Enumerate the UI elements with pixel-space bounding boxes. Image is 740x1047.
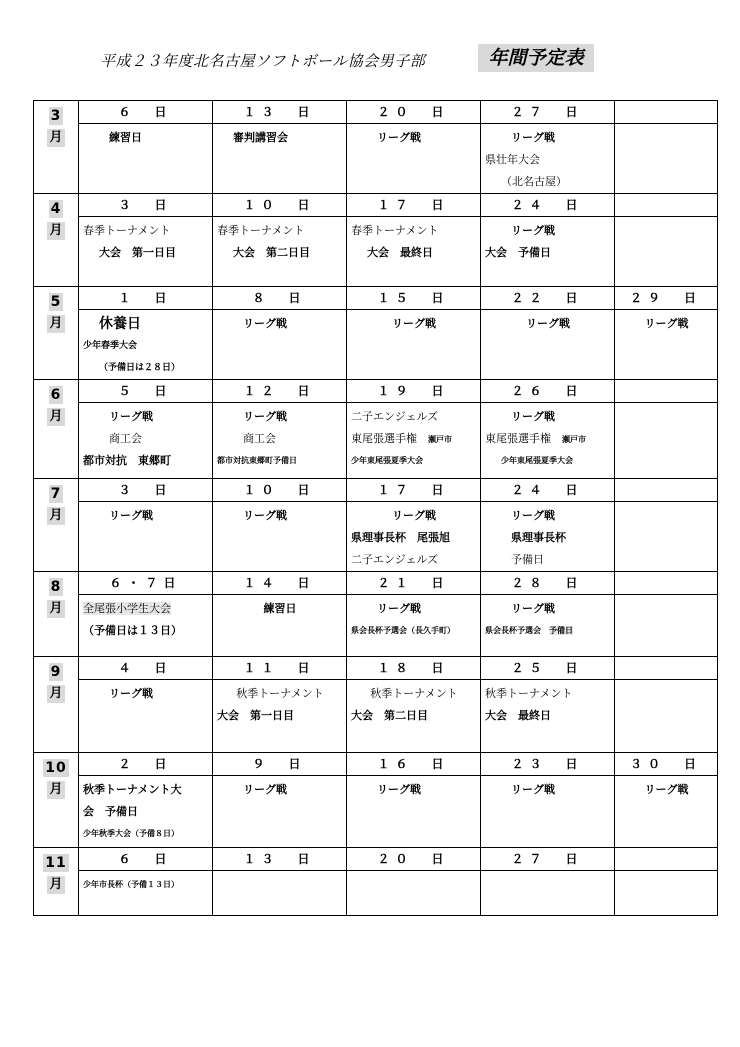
date-cell [615, 194, 718, 217]
date-row-september [34, 657, 718, 680]
event-cell [615, 124, 718, 194]
event-line: 二子エンジェルズ [351, 553, 439, 566]
event-row-may [34, 310, 718, 380]
event-line: 商工会 [109, 432, 142, 445]
event-line: リーグ戦 [644, 317, 689, 330]
event-row-july [34, 502, 718, 572]
schedule-table [33, 100, 718, 916]
event-line: リーグ戦 [526, 317, 570, 330]
event-line: 審判講習会 [233, 131, 288, 144]
date-cell [615, 657, 718, 680]
event-line: リーグ戦 [109, 410, 153, 423]
date-cell: ２７ 日 [481, 848, 615, 871]
event-row-april [34, 217, 718, 287]
month-cell [34, 572, 79, 657]
date-cell: ２０ 日 [347, 101, 481, 124]
date-cell: １０ 日 [213, 194, 347, 217]
event-line: リーグ戦 [377, 602, 421, 615]
event-row-november [34, 871, 718, 916]
date-row-april [34, 194, 718, 217]
event-cell [481, 502, 615, 572]
event-line: 少年市長杯（予備１３日） [83, 880, 179, 889]
event-line [485, 428, 611, 450]
month-number: 4 [50, 201, 62, 217]
event-line: 少年東尾張夏季大会 [501, 456, 573, 465]
month-kanji: 月 [49, 409, 63, 424]
event-line: リーグ戦 [243, 410, 287, 423]
event-line: 予備日 [511, 553, 544, 566]
event-cell [481, 595, 615, 657]
month-cell [34, 101, 79, 194]
event-line: リーグ戦 [243, 317, 287, 330]
event-cell [213, 871, 347, 916]
month-number: 10 [45, 760, 67, 776]
event-highlight: 全尾張小学生大会 [83, 602, 171, 615]
event-cell [615, 871, 718, 916]
date-row-november [34, 848, 718, 871]
event-text: 県会長杯予選会 [485, 626, 541, 635]
event-line: 県壮年大会 [485, 153, 540, 166]
event-line: リーグ戦 [511, 602, 555, 615]
event-line [351, 428, 477, 450]
event-row-september [34, 680, 718, 753]
event-line: リーグ戦 [511, 783, 555, 796]
event-row-october [34, 776, 718, 848]
month-kanji: 月 [49, 508, 63, 523]
event-cell [347, 595, 481, 657]
event-text: 東尾張選手権 [485, 432, 551, 445]
date-cell: ２３ 日 [481, 753, 615, 776]
event-line: 県理事長杯 尾張旭 [351, 531, 450, 544]
event-cell [615, 776, 718, 848]
month-number: 11 [45, 855, 67, 871]
event-line: 少年秋季大会（予備８日） [83, 829, 179, 838]
date-cell: ３ 日 [79, 194, 213, 217]
event-cell [481, 217, 615, 287]
event-cell [79, 403, 213, 479]
event-cell [615, 595, 718, 657]
event-cell [481, 124, 615, 194]
event-cell [79, 217, 213, 287]
event-cell [347, 217, 481, 287]
event-line: 秋季トーナメント [236, 687, 324, 700]
event-line: 春季トーナメント [83, 224, 171, 237]
event-cell [347, 680, 481, 753]
event-cell [213, 217, 347, 287]
month-cell [34, 194, 79, 287]
event-cell [213, 310, 347, 380]
event-line: 大会 第二日目 [233, 246, 310, 259]
date-cell [615, 380, 718, 403]
event-line: 練習日 [263, 602, 297, 615]
event-line: リーグ戦 [109, 509, 153, 522]
month-kanji: 月 [49, 223, 63, 238]
date-cell: ６ 日 [79, 848, 213, 871]
event-line: 練習日 [109, 131, 142, 144]
month-number: 8 [50, 579, 62, 595]
month-cell [34, 287, 79, 380]
date-cell: １３ 日 [213, 101, 347, 124]
event-cell [615, 217, 718, 287]
date-cell: ２０ 日 [347, 848, 481, 871]
event-line: 大会 第二日目 [351, 709, 428, 722]
title-badge: 年間予定表 [478, 44, 594, 72]
event-line: リーグ戦 [243, 509, 287, 522]
month-kanji: 月 [49, 130, 63, 145]
event-line: リーグ戦 [392, 509, 436, 522]
event-line: リーグ戦 [109, 687, 153, 700]
event-line: 大会 第一日目 [99, 246, 176, 259]
event-line: （予備日は１３日） [83, 624, 182, 637]
event-line: 都市対抗東郷町予備日 [217, 456, 297, 465]
month-kanji: 月 [49, 316, 63, 331]
event-line: 商工会 [243, 432, 276, 445]
event-cell [481, 310, 615, 380]
event-cell [481, 403, 615, 479]
event-cell [79, 595, 213, 657]
event-line: 秋季トーナメント [485, 687, 573, 700]
event-cell [481, 776, 615, 848]
month-cell [34, 848, 79, 916]
event-line: リーグ戦 [243, 783, 287, 796]
event-line: 春季トーナメント [217, 224, 305, 237]
month-number: 3 [50, 108, 62, 124]
date-cell [615, 101, 718, 124]
event-highlight: 予備日 [549, 626, 573, 635]
event-cell [79, 871, 213, 916]
event-line: 秋季トーナメント [370, 687, 458, 700]
date-cell: ３０ 日 [615, 753, 718, 776]
title-main: 平成２３年度北名古屋ソフトボール協会男子部 [100, 52, 426, 70]
month-cell [34, 479, 79, 572]
event-cell [79, 124, 213, 194]
event-line: リーグ戦 [644, 783, 689, 796]
date-cell: ２７ 日 [481, 101, 615, 124]
event-cell [213, 502, 347, 572]
date-cell: ６・７日 [79, 572, 213, 595]
event-cell [615, 403, 718, 479]
date-cell: １４ 日 [213, 572, 347, 595]
date-cell: ２６ 日 [481, 380, 615, 403]
event-text: 東尾張選手権 [351, 432, 417, 445]
event-venue: 瀬戸市 [428, 435, 452, 444]
event-line: 県会長杯予選会（長久手町） [351, 626, 455, 635]
month-number: 5 [50, 294, 62, 310]
event-line: 県理事長杯 [511, 531, 566, 544]
date-cell: ２４ 日 [481, 479, 615, 502]
date-cell: ２４ 日 [481, 194, 615, 217]
event-line: 大会 第一日目 [217, 709, 294, 722]
event-line: 大会 最終日 [485, 709, 551, 722]
date-cell: １９ 日 [347, 380, 481, 403]
date-cell: １５ 日 [347, 287, 481, 310]
event-cell [481, 871, 615, 916]
event-line: 少年東尾張夏季大会 [351, 456, 423, 465]
event-line [83, 598, 209, 620]
event-row-march [34, 124, 718, 194]
event-line: 大会 最終日 [367, 246, 433, 259]
date-cell: １２ 日 [213, 380, 347, 403]
date-cell: ２ 日 [79, 753, 213, 776]
date-cell: ９ 日 [213, 753, 347, 776]
event-line: 大会 予備日 [485, 246, 551, 259]
month-kanji: 月 [49, 877, 63, 892]
event-cell [79, 502, 213, 572]
event-cell [79, 680, 213, 753]
month-cell [34, 753, 79, 848]
event-cell [347, 124, 481, 194]
event-line: 少年春季大会 [83, 341, 138, 351]
month-kanji: 月 [49, 601, 63, 616]
event-line: 春季トーナメント [351, 224, 439, 237]
date-cell: １７ 日 [347, 194, 481, 217]
event-cell [213, 403, 347, 479]
event-cell [615, 680, 718, 753]
date-cell: ２２ 日 [481, 287, 615, 310]
event-cell [347, 310, 481, 380]
event-line: 二子エンジェルズ [351, 410, 439, 423]
event-line: 都市対抗 東郷町 [83, 454, 171, 467]
event-line: 休養日 [99, 316, 141, 332]
event-cell [213, 595, 347, 657]
date-cell: １７ 日 [347, 479, 481, 502]
date-cell: １６ 日 [347, 753, 481, 776]
event-venue: 瀬戸市 [562, 435, 586, 444]
date-cell: ２８ 日 [481, 572, 615, 595]
event-cell [347, 871, 481, 916]
month-cell [34, 657, 79, 753]
event-cell [213, 124, 347, 194]
event-cell [213, 776, 347, 848]
event-line: （予備日は２８日） [99, 363, 181, 373]
event-cell [347, 403, 481, 479]
event-cell [615, 502, 718, 572]
event-line: リーグ戦 [392, 317, 436, 330]
event-cell [347, 502, 481, 572]
date-cell: ２９ 日 [615, 287, 718, 310]
date-cell: １３ 日 [213, 848, 347, 871]
date-cell [615, 572, 718, 595]
event-line: （北名古屋） [501, 175, 567, 188]
event-cell [347, 776, 481, 848]
date-cell: ４ 日 [79, 657, 213, 680]
event-line: リーグ戦 [377, 131, 421, 144]
month-cell [34, 380, 79, 479]
date-cell: ３ 日 [79, 479, 213, 502]
month-number: 9 [50, 664, 62, 680]
event-cell [79, 310, 213, 380]
date-row-may [34, 287, 718, 310]
date-row-june [34, 380, 718, 403]
event-cell [79, 776, 213, 848]
event-line: 秋季トーナメント大 [83, 783, 182, 796]
event-cell [213, 680, 347, 753]
event-line: リーグ戦 [511, 131, 555, 144]
month-kanji: 月 [49, 782, 63, 797]
date-cell: ６ 日 [79, 101, 213, 124]
date-cell: ２５ 日 [481, 657, 615, 680]
date-cell: １０ 日 [213, 479, 347, 502]
event-line: リーグ戦 [511, 410, 555, 423]
date-cell: ８ 日 [213, 287, 347, 310]
date-cell: １１ 日 [213, 657, 347, 680]
month-number: 6 [50, 387, 62, 403]
date-cell [615, 848, 718, 871]
date-cell: ５ 日 [79, 380, 213, 403]
event-line: 会 予備日 [83, 805, 138, 818]
date-row-july [34, 479, 718, 502]
event-line: リーグ戦 [377, 783, 421, 796]
event-line: リーグ戦 [511, 509, 555, 522]
month-number: 7 [50, 486, 62, 502]
event-row-june [34, 403, 718, 479]
event-row-august [34, 595, 718, 657]
month-kanji: 月 [49, 686, 63, 701]
event-line: リーグ戦 [511, 224, 555, 237]
date-cell: １８ 日 [347, 657, 481, 680]
event-cell [615, 310, 718, 380]
event-cell [481, 680, 615, 753]
date-cell [615, 479, 718, 502]
event-line [485, 620, 611, 642]
date-row-october [34, 753, 718, 776]
date-row-august [34, 572, 718, 595]
date-row-march [34, 101, 718, 124]
date-cell: １ 日 [79, 287, 213, 310]
date-cell: ２１ 日 [347, 572, 481, 595]
